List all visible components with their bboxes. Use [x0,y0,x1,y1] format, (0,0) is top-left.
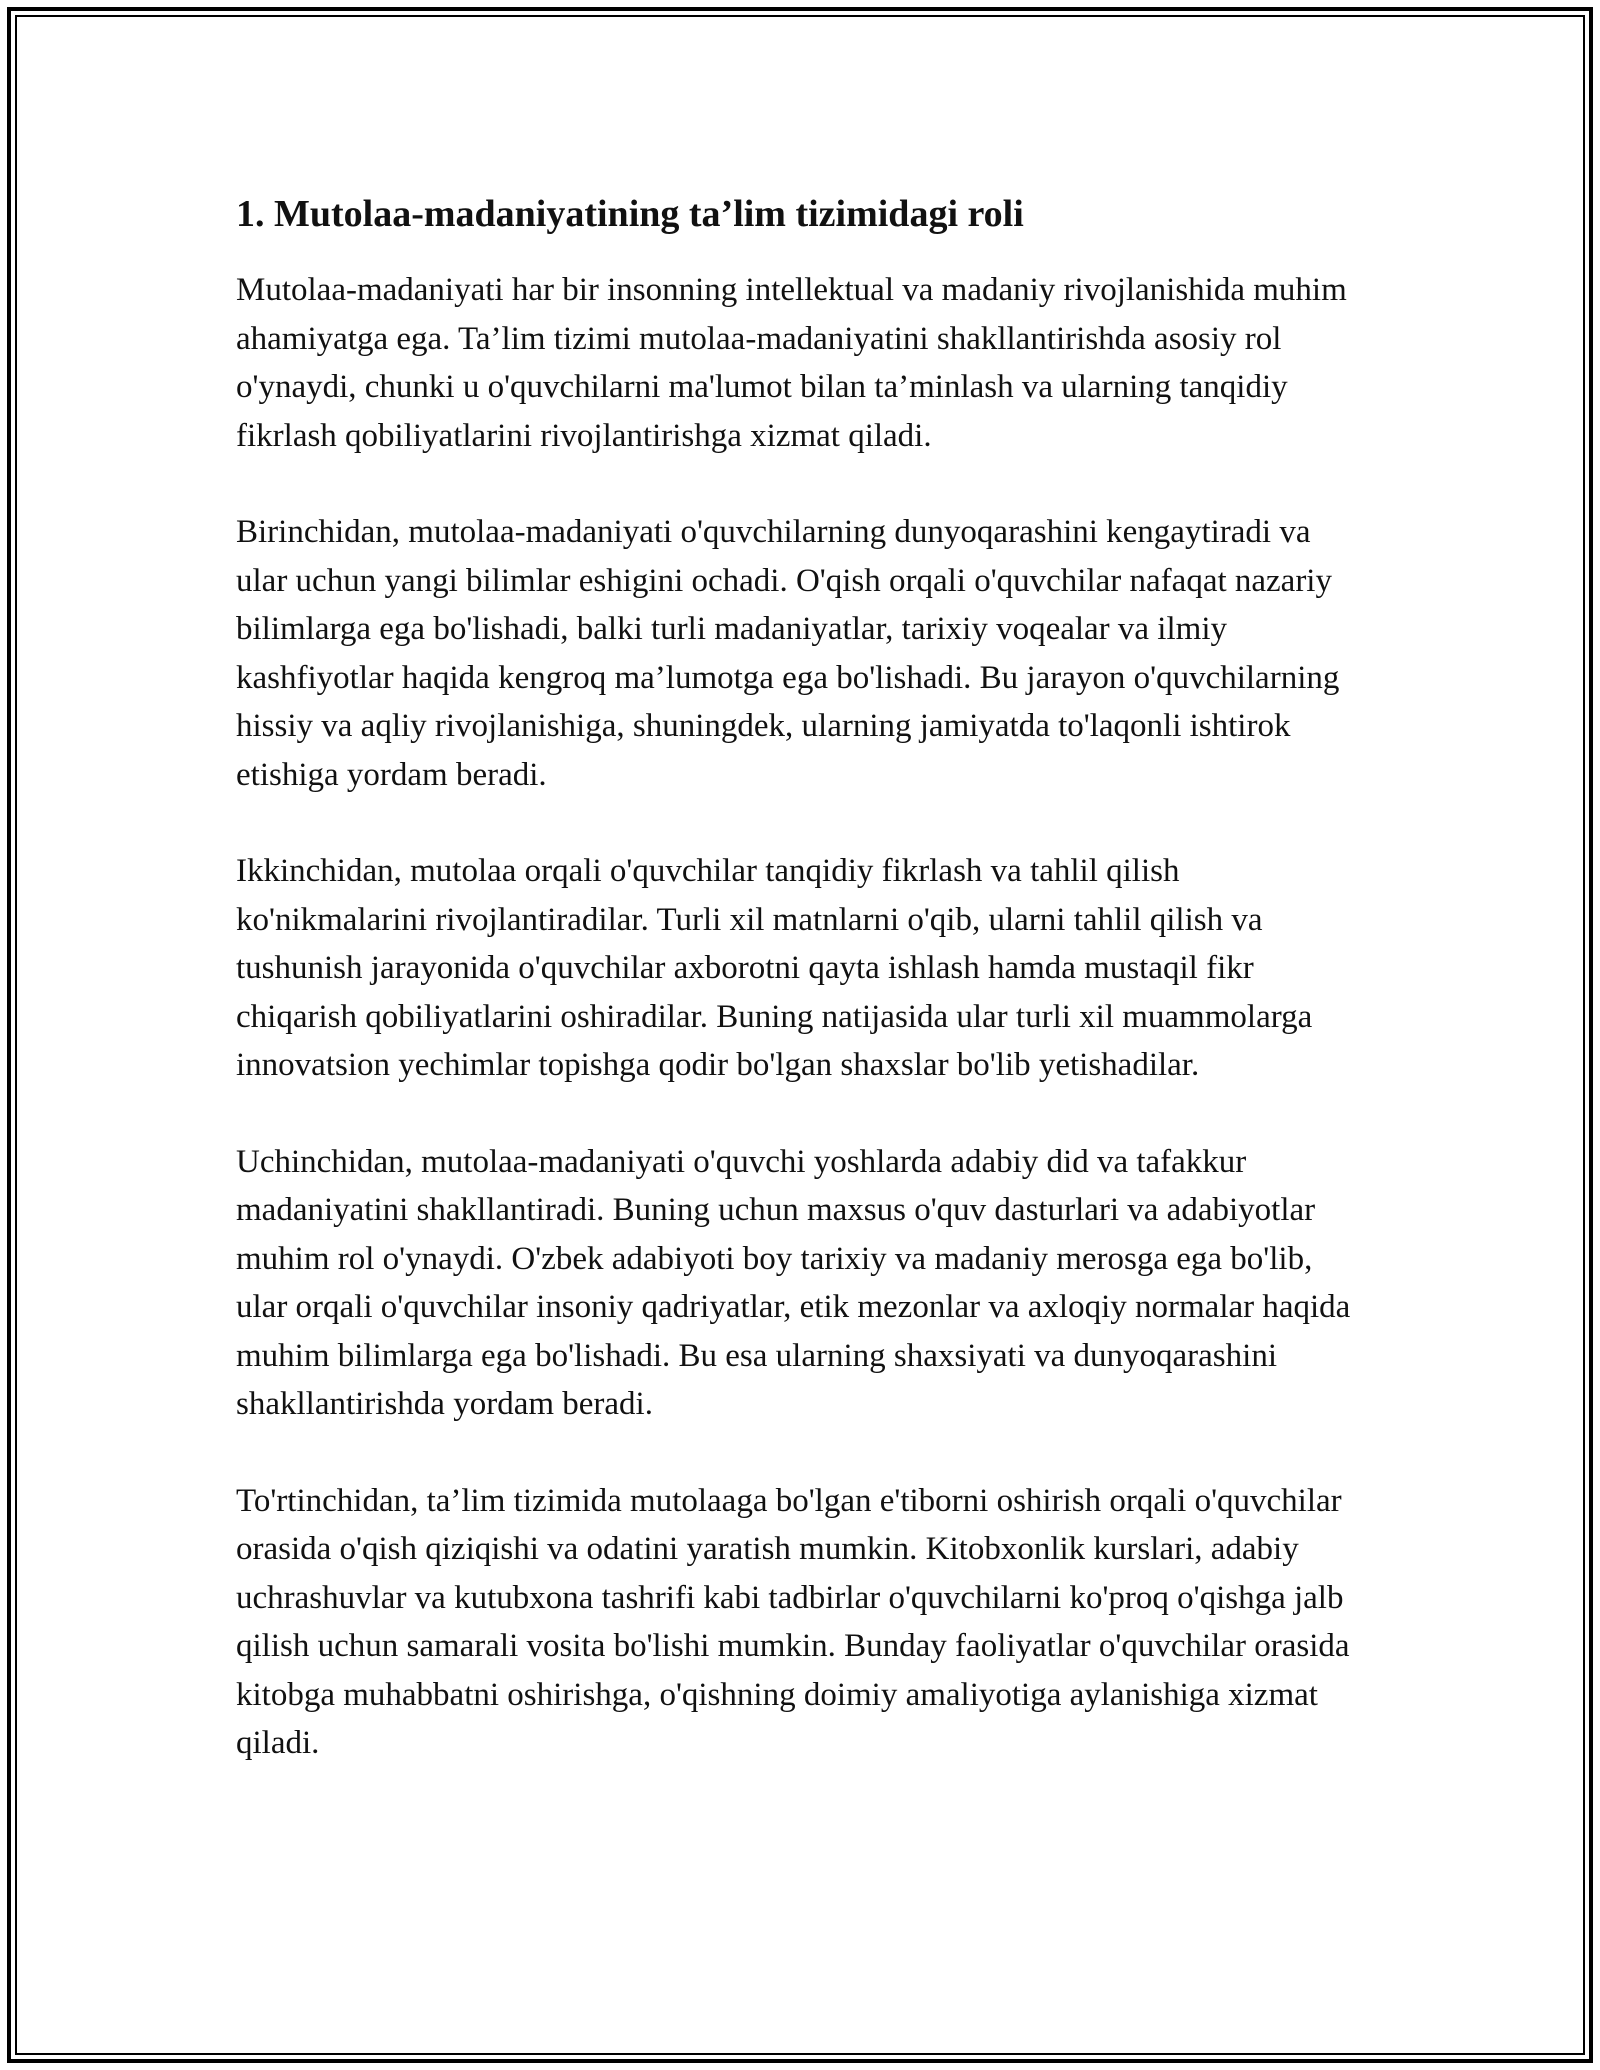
paragraph-second: Ikkinchidan, mutolaa orqali o'quvchilar tanqidiy fikrlash va tahlil qilish ko'nikmalarini rivojlantiradilar. Turli xil matnlarni o'qib, ularni tahlil qilish va tushunish jarayonida o'quvchilar axborotni qayta ishlash hamda mustaqil fikr chiqarish qobiliyatlarini oshiradilar. Buning natijasida ular turli xil muammolarga innovatsion yechimlar topishga qodir bo'lgan shaxslar bo'lib yetishadilar. [236,853,1313,1083]
section-heading: 1. Mutolaa-madaniyatining ta’lim tizimidagi roli [236,193,1024,235]
paragraph-first: Birinchidan, mutolaa-madaniyati o'quvchilarning dunyoqarashini kengaytiradi va ular uchun yangi bilimlar eshigini ochadi. O'qish orqali o'quvchilar nafaqat nazariy bilimlarga ega bo'lishadi, balki turli madaniyatlar, tarixiy voqealar va ilmiy kashfiyotlar haqida kengroq ma’lumotga ega bo'lishadi. Bu jarayon o'quvchilarning hissiy va aqliy rivojlanishiga, shuningdek, ularning jamiyatda to'laqonli ishtirok etishiga yordam beradi. [236,514,1340,793]
paragraph-intro: Mutolaa-madaniyati har bir insonning intellektual va madaniy rivojlanishida muhim ahamiyatga ega. Ta’lim tizimi mutolaa-madaniyatini shakllantirishda asosiy rol o'ynaydi, chunki u o'quvchilarni ma'lumot bilan ta’minlash va ularning tanqidiy fikrlash qobiliyatlarini rivojlantirishga xizmat qiladi. [236,272,1347,454]
paragraph-fourth: To'rtinchidan, ta’lim tizimida mutolaaga bo'lgan e'tiborni oshirish orqali o'quvchilar orasida o'qish qiziqishi va odatini yaratish mumkin. Kitobxonlik kurslari, adabiy uchrashuvlar va kutubxona tashrifi kabi tadbirlar o'quvchilarni ko'proq o'qishga jalb qilish uchun samarali vosita bo'lishi mumkin. Bunday faoliyatlar o'quvchilar orasida kitobga muhabbatni oshirishga, o'qishning doimiy amaliyotiga aylanishiga xizmat qiladi. [236,1482,1350,1761]
paragraph-third: Uchinchidan, mutolaa-madaniyati o'quvchi yoshlarda adabiy did va tafakkur madaniyatini shakllantiradi. Buning uchun maxsus o'quv dasturlari va adabiyotlar muhim rol o'ynaydi. O'zbek adabiyoti boy tarixiy va madaniy merosga ega bo'lib, ular orqali o'quvchilar insoniy qadriyatlar, etik mezonlar va axloqiy normalar haqida muhim bilimlarga ega bo'lishadi. Bu esa ularning shaxsiyati va dunyoqarashini shakllantirishda yordam beradi. [236,1143,1351,1422]
document-body [236,186,1366,1816]
